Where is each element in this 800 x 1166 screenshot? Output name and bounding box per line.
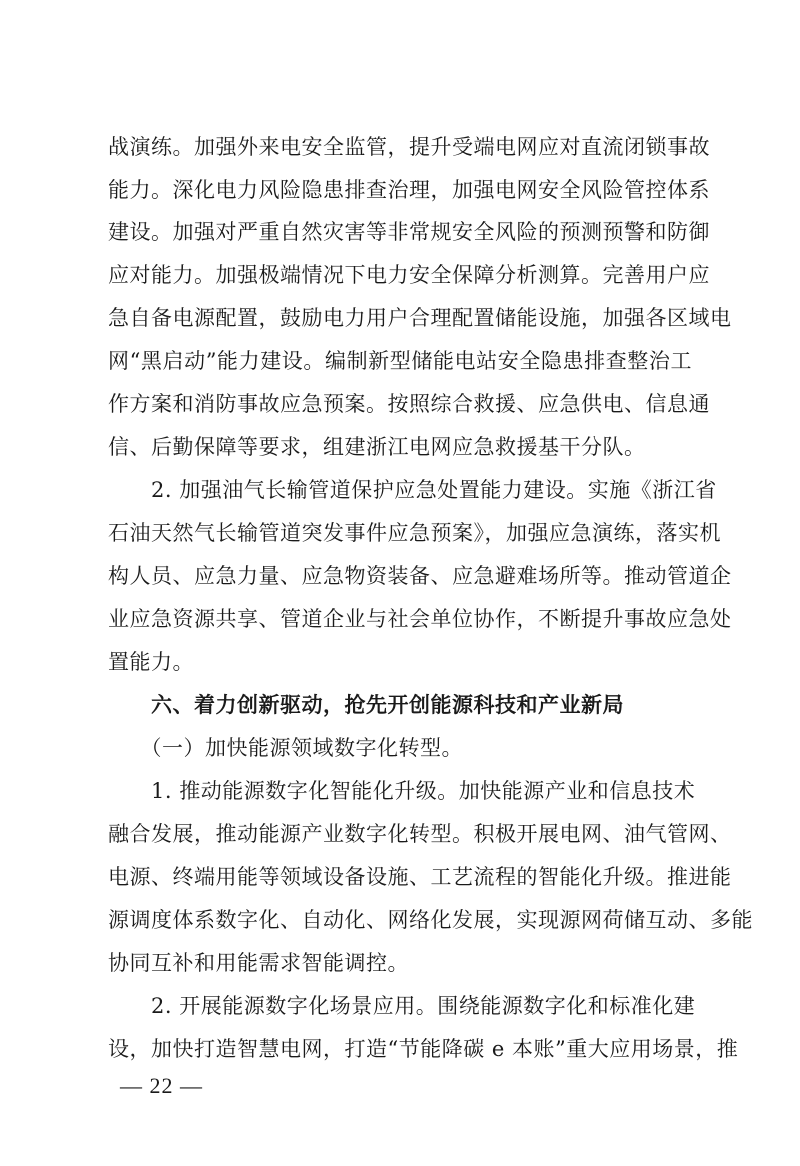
body-line: 应对能力。加强极端情况下电力安全保障分析测算。完善用户应 — [108, 263, 710, 287]
subsection-heading: （一）加快能源领域数字化转型。 — [108, 736, 463, 760]
body-line: 网“黑启动”能力建设。编制新型储能电站安全隐患排查整治工 — [108, 349, 692, 373]
paragraph-start-line: 2. 开展能源数字化场景应用。围绕能源数字化和标准化建 — [108, 994, 696, 1018]
section-heading: 六、着力创新驱动，抢先开创能源科技和产业新局 — [108, 693, 624, 717]
paragraph-start-line: 2. 加强油气长输管道保护应急处置能力建设。实施《浙江省 — [108, 478, 717, 502]
body-line: 急自备电源配置，鼓励电力用户合理配置储能设施，加强各区域电 — [108, 306, 732, 330]
body-line: 源调度体系数字化、自动化、网络化发展，实现源网荷储互动、多能 — [108, 908, 753, 932]
body-line: 业应急资源共享、管道企业与社会单位协作，不断提升事故应急处 — [108, 607, 732, 631]
body-line: 电源、终端用能等领域设备设施、工艺流程的智能化升级。推进能 — [108, 865, 732, 889]
body-line: 信、后勤保障等要求，组建浙江电网应急救援基干分队。 — [108, 435, 646, 459]
body-line: 建设。加强对严重自然灾害等非常规安全风险的预测预警和防御 — [108, 220, 710, 244]
body-line: 石油天然气长输管道突发事件应急预案》，加强应急演练，落实机 — [108, 521, 721, 545]
paragraph-start-line: 1. 推动能源数字化智能化升级。加快能源产业和信息技术 — [108, 779, 696, 803]
body-line: 构人员、应急力量、应急物资装备、应急避难场所等。推动管道企 — [108, 564, 732, 588]
body-line: 作方案和消防事故应急预案。按照综合救援、应急供电、信息通 — [108, 392, 710, 416]
body-line: 融合发展，推动能源产业数字化转型。积极开展电网、油气管网、 — [108, 822, 732, 846]
page-number: — 22 — — [120, 1073, 203, 1098]
body-line: 设，加快打造智慧电网，打造“节能降碳 e 本账”重大应用场景，推 — [108, 1037, 739, 1061]
body-line: 能力。深化电力风险隐患排查治理，加强电网安全风险管控体系 — [108, 178, 710, 202]
body-line: 置能力。 — [108, 650, 194, 674]
body-line: 战演练。加强外来电安全监管，提升受端电网应对直流闭锁事故 — [108, 135, 710, 159]
body-line: 协同互补和用能需求智能调控。 — [108, 951, 409, 975]
